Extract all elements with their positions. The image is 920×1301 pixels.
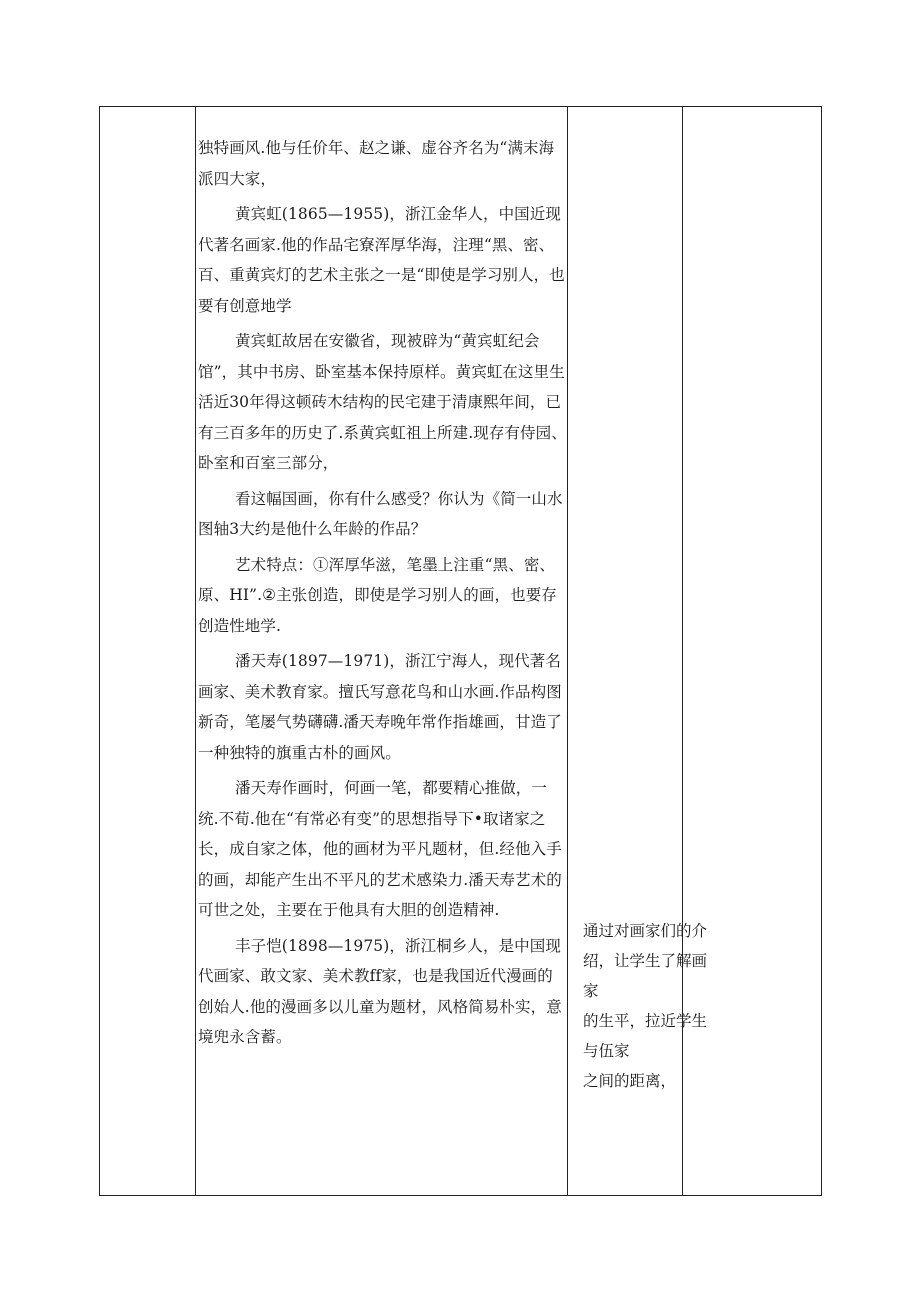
paragraph-question: 看这幅国画，你有什么感受？你认为《简一山水图轴3大约是他什么年龄的作品？: [198, 489, 563, 538]
paragraph-huang-binhong-bio: 黄宾虹(1865—1955)，浙江金华人，中国近现代著名画家.他的作品宅寮浑厚华海，注理“黑、密、百、重黄宾灯的艺术主张之一是“即使是学习别人，也要有创意地学: [198, 205, 565, 315]
design-intent-cell: [580, 916, 720, 1096]
note-line: 的生平，拉近学生: [583, 1012, 708, 1030]
note-line: 绍，让学生了解画家: [583, 952, 708, 1000]
content-cell: [196, 107, 567, 1195]
note-line: 之间的距离，: [583, 1072, 677, 1090]
paragraph-feng-zikai-bio: 丰子恺(1898—1975)，浙江桐乡人，是中国现代画家、敢文家、美术教ff家，也是我国近代漫画的创始人.他的漫画多以儿童为题材，风格简易朴实，意境兜永含蓄。: [198, 936, 562, 1046]
paragraph-pan-tianshou-method: 潘天寿作画时，何画一笔，都要精心推做，一统.不荀.他在“有常必有变”的思想指导下•取诸家之长，成自家之体，他的画材为平凡题材，但.经他入手的画，却能产生出不平凡的艺术感染力.潘天寿艺术的可世之处，主要在于他具有大胆的创造精神.: [198, 779, 562, 919]
paragraph-continuation: 独特画风.他与任价年、赵之谦、虚谷齐名为“满末海派四大家，: [198, 139, 555, 188]
paragraph-huang-binhong-residence: 黄宾虹故居在安徽省，现被辟为“黄宾虹纪会馆”，其中书房、卧室基本保持原样。黄宾虹在这里生活近30年得这顿砖木结构的民宅建于清康熙年间，已有三百多年的历史了.系黄宾虹祖上所建.现存有侍园、卧室和百室三部分，: [198, 332, 567, 472]
note-line: 通过对画家们的介: [583, 922, 708, 940]
paragraph-art-features: 艺术特点：①浑厚华滋，笔墨上注重“黑、密、原、HI”.②主张创造，即使是学习别人的画，也要存创造性地学.: [198, 555, 557, 635]
paragraph-pan-tianshou-bio: 潘天寿(1897—1971)，浙江宁海人，现代著名画家、美术教育家。擅氏写意花鸟和山水画.作品构图新奇，笔屡气势礴礴.潘天寿晚年常作指雄画，甘造了一种独特的旗重古朴的画风。: [198, 652, 562, 762]
column-divider-2: [567, 107, 568, 1195]
note-line: 与伍家: [583, 1042, 630, 1060]
